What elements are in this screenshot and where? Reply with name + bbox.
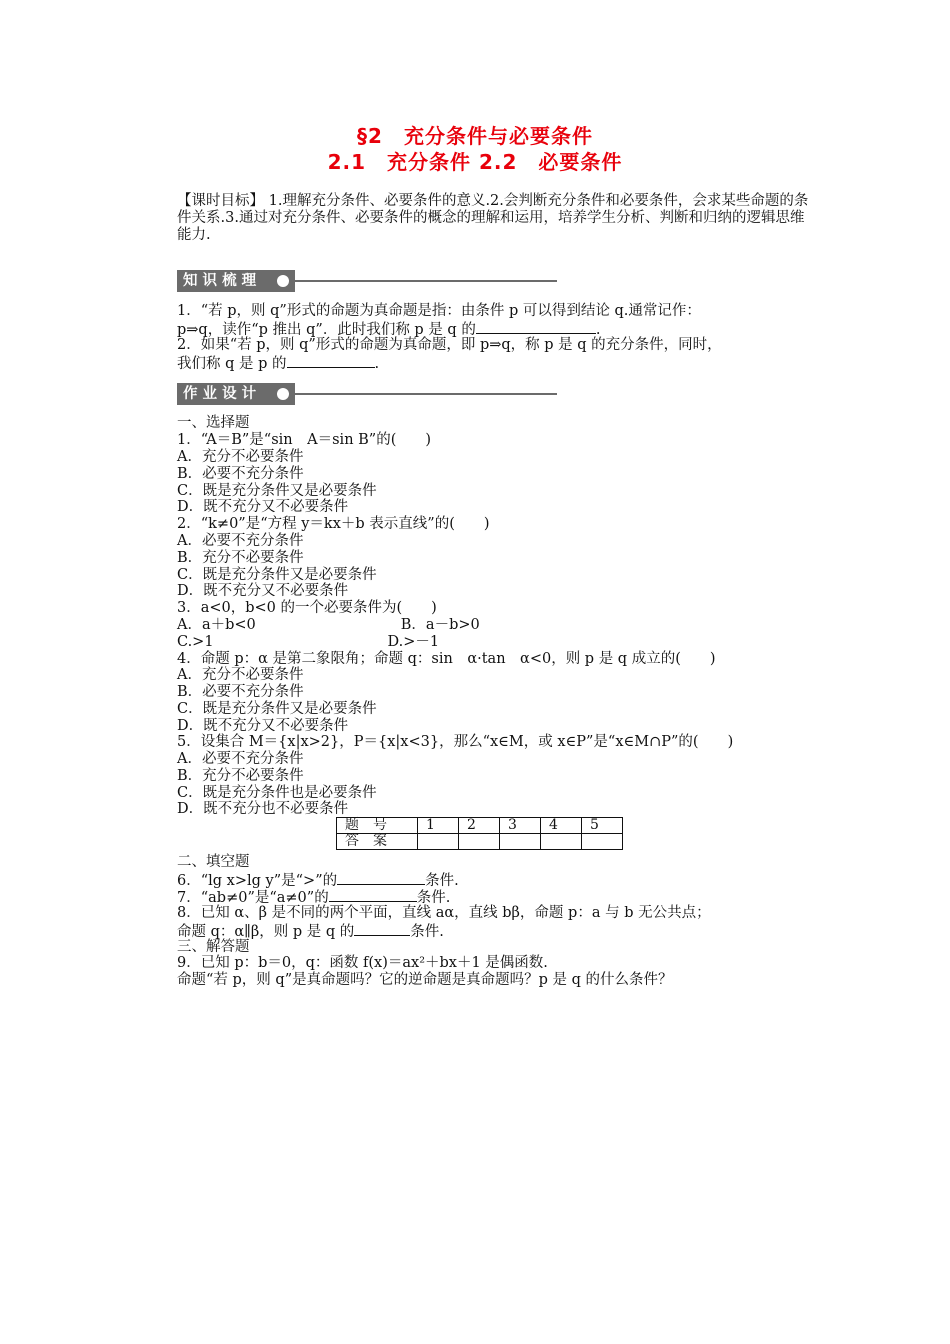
banner-rule bbox=[295, 393, 557, 395]
knowledge-line-1: 1．“若 p，则 q”形式的命题为真命题是指：由条件 p 可以得到结论 q.通常记作： bbox=[177, 303, 701, 319]
table-cell: 1 bbox=[418, 818, 459, 834]
question-suffix: 条件. bbox=[410, 924, 444, 940]
section-banner-knowledge bbox=[177, 270, 557, 292]
option-line: A．a＋b<0 B．a－b>0 bbox=[177, 617, 480, 633]
table-cell: 5 bbox=[582, 818, 623, 834]
question-text: 7．“ab≠0”是“a≠0”的 bbox=[177, 890, 329, 906]
answer-blank[interactable] bbox=[354, 922, 410, 936]
knowledge-line-4-text: 我们称 q 是 p 的 bbox=[177, 356, 287, 372]
question-text: 命题 q：α∥β，则 p 是 q 的 bbox=[177, 924, 355, 940]
answer-blank[interactable] bbox=[329, 888, 417, 902]
option-line: D．既不充分又不必要条件 bbox=[177, 583, 349, 599]
question-text: 6．“lg x>lg y”是“>”的 bbox=[177, 873, 338, 889]
option-line: B．充分不必要条件 bbox=[177, 550, 304, 566]
question-line: 8．已知 α、β 是不同的两个平面，直线 aα，直线 bβ，命题 p：a 与 b 无公共点； bbox=[177, 905, 711, 921]
answer-blank[interactable] bbox=[337, 871, 425, 885]
option-line: D．既不充分又不必要条件 bbox=[177, 718, 349, 734]
option-line: D．既不充分也不必要条件 bbox=[177, 801, 349, 817]
knowledge-line-3: 2．如果“若 p，则 q”形式的命题为真命题，即 p⇒q，称 p 是 q 的充分条件，同时， bbox=[177, 337, 722, 353]
knowledge-line-2-text: p⇒q，读作“p 推出 q”．此时我们称 p 是 q 的 bbox=[177, 322, 476, 338]
answer-cell[interactable] bbox=[500, 834, 541, 850]
question-line: 1．“A＝B”是“sin A＝sin B”的( ) bbox=[177, 432, 432, 448]
option-line: A．充分不必要条件 bbox=[177, 667, 304, 683]
banner-label: 作 业 设 计 bbox=[177, 383, 295, 405]
table-cell: 3 bbox=[500, 818, 541, 834]
option-line: C.>1 D.>－1 bbox=[177, 634, 440, 650]
section-heading: 三、解答题 bbox=[177, 939, 250, 955]
answer-cell[interactable] bbox=[541, 834, 582, 850]
section-heading: 二、填空题 bbox=[177, 854, 250, 870]
option-line: C．既是充分条件又是必要条件 bbox=[177, 567, 377, 583]
table-cell: 2 bbox=[459, 818, 500, 834]
option-line: D．既不充分又不必要条件 bbox=[177, 499, 349, 515]
option-line: A．必要不充分条件 bbox=[177, 751, 304, 767]
table-row bbox=[337, 818, 623, 834]
option-line: C．既是充分条件也是必要条件 bbox=[177, 785, 377, 801]
section-banner-homework bbox=[177, 383, 557, 405]
answer-cell[interactable] bbox=[418, 834, 459, 850]
question-line: 一、选择题 bbox=[177, 415, 250, 431]
answer-table bbox=[336, 817, 623, 850]
option-line: B．充分不必要条件 bbox=[177, 768, 304, 784]
option-line: B．必要不充分条件 bbox=[177, 684, 304, 700]
table-cell: 题 号 bbox=[337, 818, 418, 834]
question-line: 4．命题 p：α 是第二象限角；命题 q：sin α·tan α<0，则 p 是 q 成立的( ) bbox=[177, 651, 716, 667]
knowledge-line-2: p⇒q，读作“p 推出 q”．此时我们称 p 是 q 的 . bbox=[177, 322, 601, 338]
answer-blank[interactable] bbox=[287, 354, 375, 368]
banner-rule bbox=[295, 280, 557, 282]
title-line-2: 2.1 充分条件 2.2 必要条件 bbox=[327, 150, 623, 174]
question-suffix: 条件. bbox=[425, 873, 459, 889]
option-line: C．既是充分条件又是必要条件 bbox=[177, 483, 377, 499]
option-line: A．必要不充分条件 bbox=[177, 533, 304, 549]
table-cell: 答 案 bbox=[337, 834, 418, 850]
question-line: 3．a<0，b<0 的一个必要条件为( ) bbox=[177, 600, 437, 616]
question-line: 9．已知 p：b＝0，q：函数 f(x)＝ax²＋bx＋1 是偶函数. bbox=[177, 955, 548, 971]
option-line: C．既是充分条件又是必要条件 bbox=[177, 701, 377, 717]
option-line: B．必要不充分条件 bbox=[177, 466, 304, 482]
table-row bbox=[337, 834, 623, 850]
answer-cell[interactable] bbox=[582, 834, 623, 850]
table-cell: 4 bbox=[541, 818, 582, 834]
question-line: 5．设集合 M＝{x|x>2}，P＝{x|x<3}，那么“x∈M，或 x∈P”是“x∈M∩P”的( ) bbox=[177, 734, 734, 750]
option-line: A．充分不必要条件 bbox=[177, 449, 304, 465]
banner-label: 知 识 梳 理 bbox=[177, 270, 295, 292]
question-suffix: 条件. bbox=[416, 890, 451, 906]
question-line: 2．“k≠0”是“方程 y＝kx＋b 表示直线”的( ) bbox=[177, 516, 490, 532]
answer-cell[interactable] bbox=[459, 834, 500, 850]
answer-blank[interactable] bbox=[476, 320, 596, 334]
question-line: 命题“若 p，则 q”是真命题吗？它的逆命题是真命题吗？p 是 q 的什么条件？ bbox=[177, 972, 673, 988]
lesson-goal: 【课时目标】 1.理解充分条件、必要条件的意义.2.会判断充分条件和必要条件，会求某些命题的条件关系.3.通过对充分条件、必要条件的概念的理解和运用，培养学生分析、判断和归纳的逻辑思维能力. bbox=[177, 193, 809, 243]
title-line-1: §2 充分条件与必要条件 bbox=[357, 124, 593, 148]
knowledge-line-4: 我们称 q 是 p 的 . bbox=[177, 356, 380, 372]
bullet-dot-icon bbox=[277, 275, 289, 287]
bullet-dot-icon bbox=[277, 388, 289, 400]
